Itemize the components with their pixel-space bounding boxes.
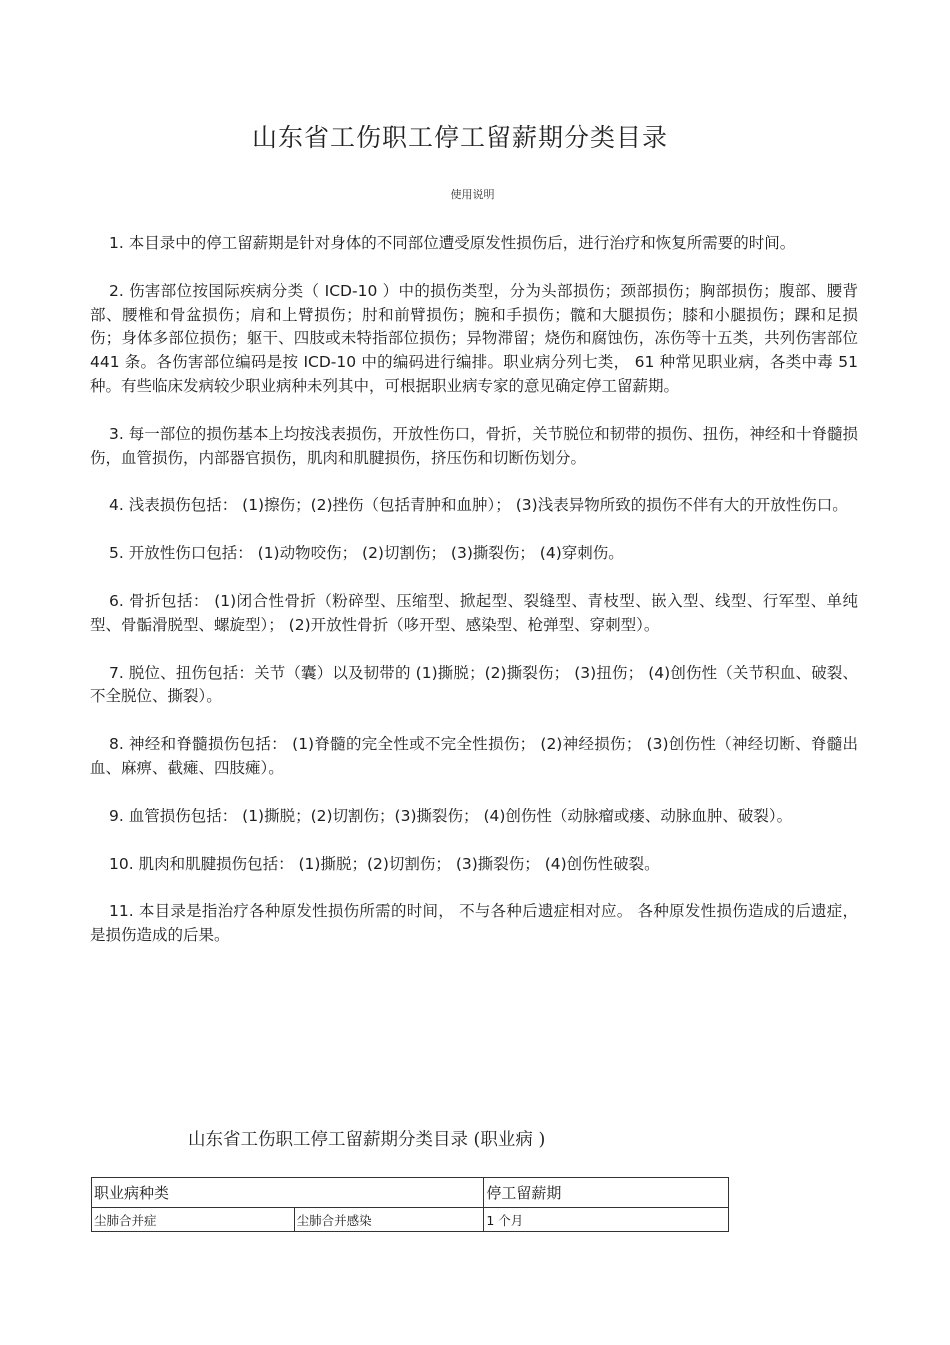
paragraph-3: 3. 每一部位的损伤基本上均按浅表损伤，开放性伤口，骨折，关节脱位和韧带的损伤、扭伤，神经和十脊髓损伤，血管损伤，内部器官损伤，肌肉和肌腱损伤，挤压伤和切断伤划分。: [90, 424, 858, 467]
cell-leave-period: 1 个月: [484, 1208, 729, 1232]
header-disease-category: 职业病种类: [92, 1178, 484, 1208]
paragraph-1: 1. 本目录中的停工留薪期是针对身体的不同部位遭受原发性损伤后，进行治疗和恢复所需要的时间。: [109, 234, 796, 252]
paragraph-7: 7. 脱位、扭伤包括：关节（囊）以及韧带的 (1)撕脱；(2)撕裂伤； (3)扭伤； (4)创伤性（关节积血、破裂、不全脱位、撕裂）。: [90, 663, 858, 706]
page-title: 山东省工伤职工停工留薪期分类目录: [251, 123, 668, 152]
paragraph-2: 2. 伤害部位按国际疾病分类（ ICD-10 ）中的损伤类型，分为头部损伤；颈部损伤；胸部损伤；腹部、腰背部、腰椎和骨盆损伤；肩和上臂损伤；肘和前臂损伤；腕和手损伤；髋和大腿损伤；膝和小腿损伤；踝和足损伤；身体多部位损伤；躯干、四肢或未特指部位损伤；异物滞留；烧伤和腐蚀伤，冻伤等十五类，共列伤害部位 441 条。各伤害部位编码是按 ICD-10 中的编码进行编排。职业病分列七类， 61 种常见职业病，各类中毒 51 种。有些临床发病较少职业病种未列其中，可根据职业病专家的意见确定停工留薪期。: [90, 281, 858, 395]
paragraph-6: 6. 骨折包括： (1)闭合性骨折（粉碎型、压缩型、掀起型、裂缝型、青枝型、嵌入型、线型、行军型、单纯型、骨骺滑脱型、螺旋型）； (2)开放性骨折（哆开型、感染型、枪弹型、穿刺型）。: [90, 591, 858, 634]
paragraph-8: 8. 神经和脊髓损伤包括： (1)脊髓的完全性或不完全性损伤； (2)神经损伤； (3)创伤性（神经切断、脊髓出血、麻痹、截瘫、四肢瘫）。: [90, 735, 858, 777]
paragraph-11: 11. 本目录是指治疗各种原发性损伤所需的时间， 不与各种后遗症相对应。 各种原发性损伤造成的后遗症，是损伤造成的后果。: [90, 902, 858, 945]
occupational-section-title: 山东省工伤职工停工留薪期分类目录 (职业病 ): [188, 1130, 546, 1150]
instructions-subtitle: 使用说明: [450, 188, 495, 201]
table-row: [92, 1208, 729, 1232]
paragraph-9: 9. 血管损伤包括： (1)撕脱；(2)切割伤；(3)撕裂伤； (4)创伤性（动脉瘤或瘘、动脉血肿、破裂）。: [109, 806, 793, 825]
instructions-body: [90, 232, 858, 972]
cell-disease-name: 尘肺合并感染: [294, 1208, 484, 1232]
paragraph-5: 5. 开放性伤口包括： (1)动物咬伤； (2)切割伤； (3)撕裂伤； (4)穿刺伤。: [109, 544, 624, 563]
paragraph-10: 10. 肌肉和肌腱损伤包括： (1)撕脱；(2)切割伤； (3)撕裂伤； (4)创伤性破裂。: [109, 854, 660, 873]
table-header-row: [92, 1178, 729, 1208]
occupational-disease-table: [91, 1177, 729, 1232]
paragraph-4: 4. 浅表损伤包括： (1)擦伤；(2)挫伤（包括青肿和血肿）； (3)浅表异物所致的损伤不伴有大的开放性伤口。: [109, 496, 848, 515]
cell-disease-group: 尘肺合并症: [92, 1208, 295, 1232]
header-leave-period: 停工留薪期: [484, 1178, 729, 1208]
